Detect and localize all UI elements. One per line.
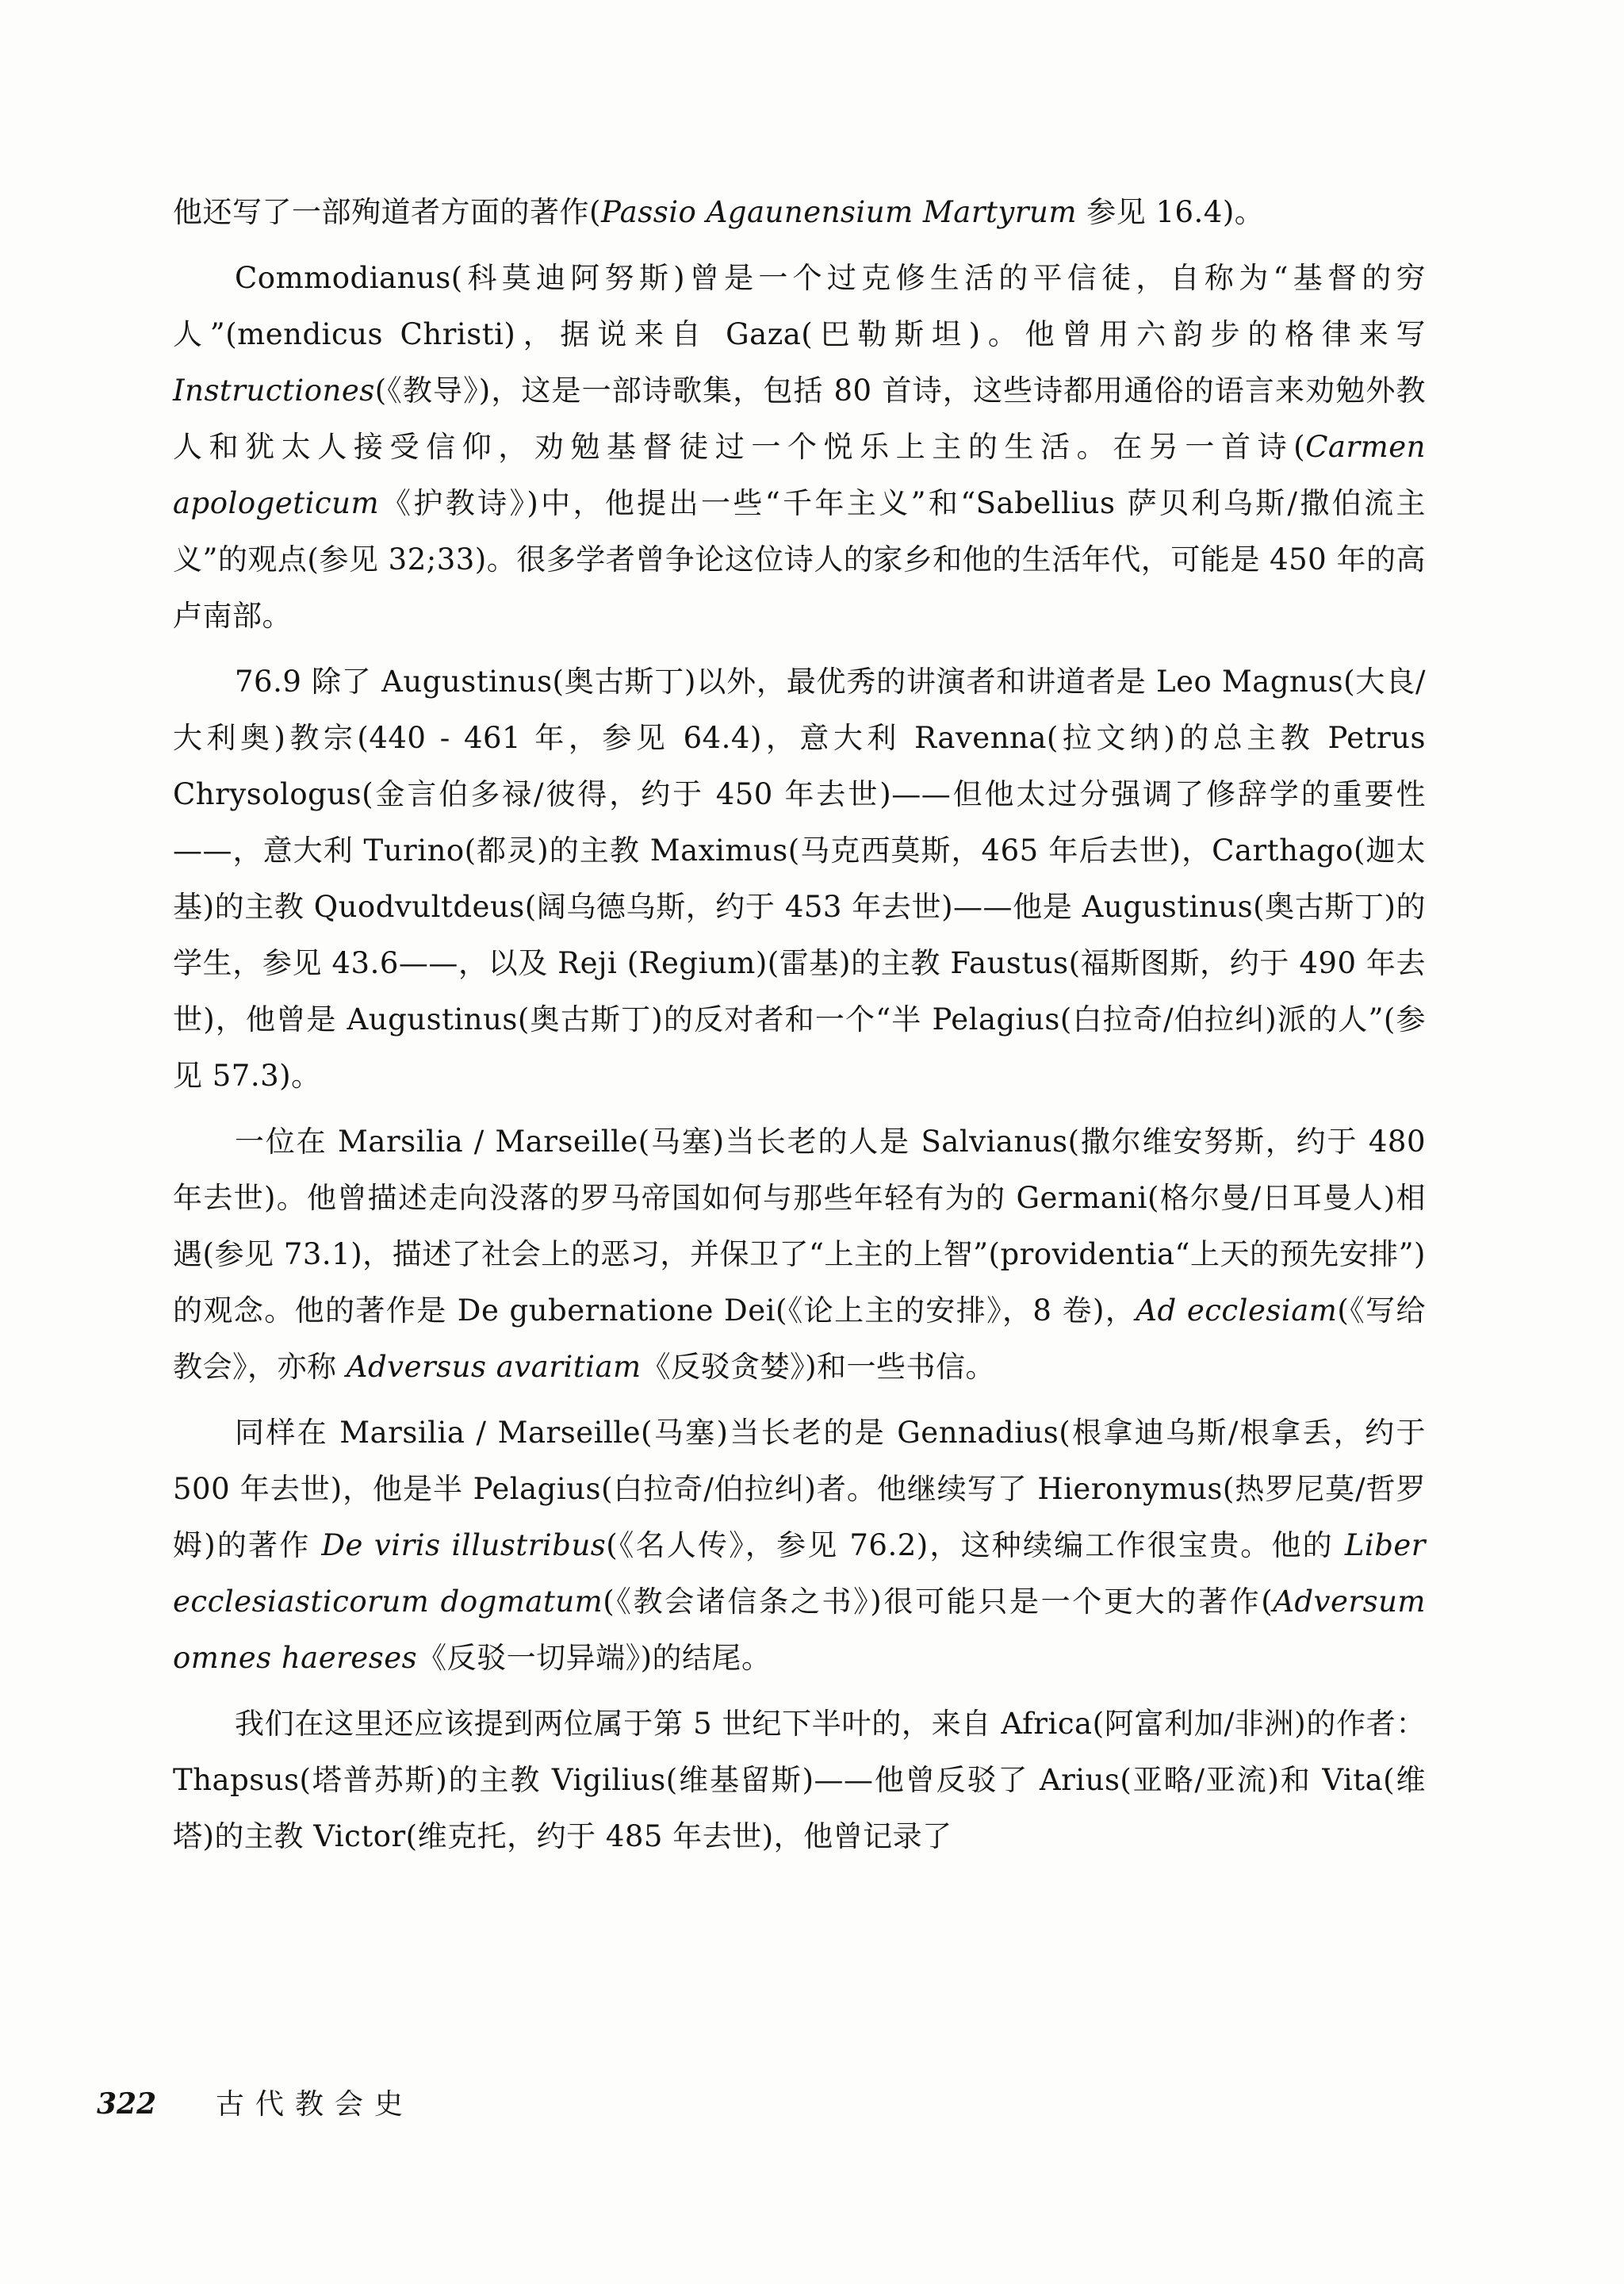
text-run: (《教导》)，这是一部诗歌集，包括 80 首诗，这些诗都用通俗的语言来劝勉外教人和犹太人接受信仰，劝勉基督徒过一个悦乐上主的生活。在另一首诗(: [173, 374, 1426, 464]
text-run: 《护教诗》)中，他提出一些“千年主义”和“Sabellius 萨贝利乌斯/撒伯流主义”的观点(参见 32;33)。很多学者曾争论这位诗人的家乡和他的生活年代，可能是 450 年的高卢南部。: [173, 486, 1426, 633]
paragraph: [173, 184, 1426, 240]
paragraph: [173, 250, 1426, 644]
text-run: (《名人传》，参见 76.2)，这种续编工作很宝贵。他的: [606, 1528, 1345, 1562]
italic-title-run: Liber ecclesiasticorum dogmatum: [173, 1528, 1426, 1619]
italic-title-run: Ad ecclesiam: [1136, 1293, 1338, 1328]
text-run: 《反驳贪婪》)和一些书信。: [641, 1350, 996, 1384]
italic-title-run: Carmen apologeticum: [173, 430, 1426, 520]
italic-title-run: De viris illustribus: [321, 1528, 607, 1562]
text-run: 《反驳一切异端》)的结尾。: [417, 1641, 772, 1675]
text-run: 参见 16.4)。: [1076, 195, 1265, 229]
body-text: [173, 184, 1426, 1864]
italic-title-run: Adversus avaritiam: [346, 1350, 642, 1384]
running-title: 古代教会史: [216, 2088, 415, 2121]
text-run: Commodianus(科莫迪阿努斯)曾是一个过克修生活的平信徒，自称为“基督的穷人”(mendicus Christi)，据说来自 Gaza(巴勒斯坦)。他曾用六韵步的格律来写: [173, 261, 1426, 351]
text-run: 他还写了一部殉道者方面的著作(: [173, 195, 601, 229]
page-number: 322: [97, 2087, 157, 2121]
paragraph: [173, 1113, 1426, 1395]
italic-title-run: Passio Agaunensium Martyrum: [600, 195, 1077, 229]
text-run: 一位在 Marsilia / Marseille(马塞)当长老的人是 Salvianus(撒尔维安努斯，约于 480 年去世)。他曾描述走向没落的罗马帝国如何与那些年轻有为的 Germani(格尔曼/日耳曼人)相遇(参见 73.1)，描述了社会上的恶习，并保卫了“上主的上智”(providentia“上天的预先安排”)的观念。他的著作是 De gubernatione Dei(《论上主的安排》，8 卷)，: [173, 1125, 1426, 1328]
text-run: 我们在这里还应该提到两位属于第 5 世纪下半叶的，来自 Africa(阿富利加/非洲)的作者：Thapsus(塔普苏斯)的主教 Vigilius(维基留斯)——他曾反驳了 Arius(亚略/亚流)和 Vita(维塔)的主教 Victor(维克托，约于 485 年去世)，他曾记录了: [173, 1707, 1426, 1853]
italic-title-run: Adversum omnes haereses: [173, 1585, 1426, 1675]
paragraph: [173, 653, 1426, 1104]
paragraph: [173, 1405, 1426, 1686]
text-run: 同样在 Marsilia / Marseille(马塞)当长老的是 Gennadius(根拿迪乌斯/根拿丢，约于 500 年去世)，他是半 Pelagius(白拉奇/伯拉纠)者。他继续写了 Hieronymus(热罗尼莫/哲罗姆)的著作: [173, 1416, 1426, 1562]
text-run: (《教会诸信条之书》)很可能只是一个更大的著作(: [603, 1585, 1274, 1619]
italic-title-run: Instructiones: [173, 374, 375, 408]
paragraph: [173, 1696, 1426, 1864]
text-run: 76.9 除了 Augustinus(奥古斯丁)以外，最优秀的讲演者和讲道者是 Leo Magnus(大良/大利奥)教宗(440 - 461 年，参见 64.4)，意大利 Ravenna(拉文纳)的总主教 Petrus Chrysologus(金言伯多禄/彼得，约于 450 年去世)——但他太过分强调了修辞学的重要性——，意大利 Turino(都灵)的主教 Maximus(马克西莫斯，465 年后去世)，Carthago(迦太基)的主教 Quodvultdeus(阔乌德乌斯，约于 453 年去世)——他是 Augustinus(奥古斯丁)的学生，参见 43.6——，以及 Reji (Regium)(雷基)的主教 Faustus(福斯图斯，约于 490 年去世)，他曾是 Augustinus(奥古斯丁)的反对者和一个“半 Pelagius(白拉奇/伯拉纠)派的人”(参见 57.3)。: [173, 665, 1426, 1093]
page-footer: [97, 2082, 414, 2122]
text-run: (《写给教会》，亦称: [173, 1293, 1427, 1384]
